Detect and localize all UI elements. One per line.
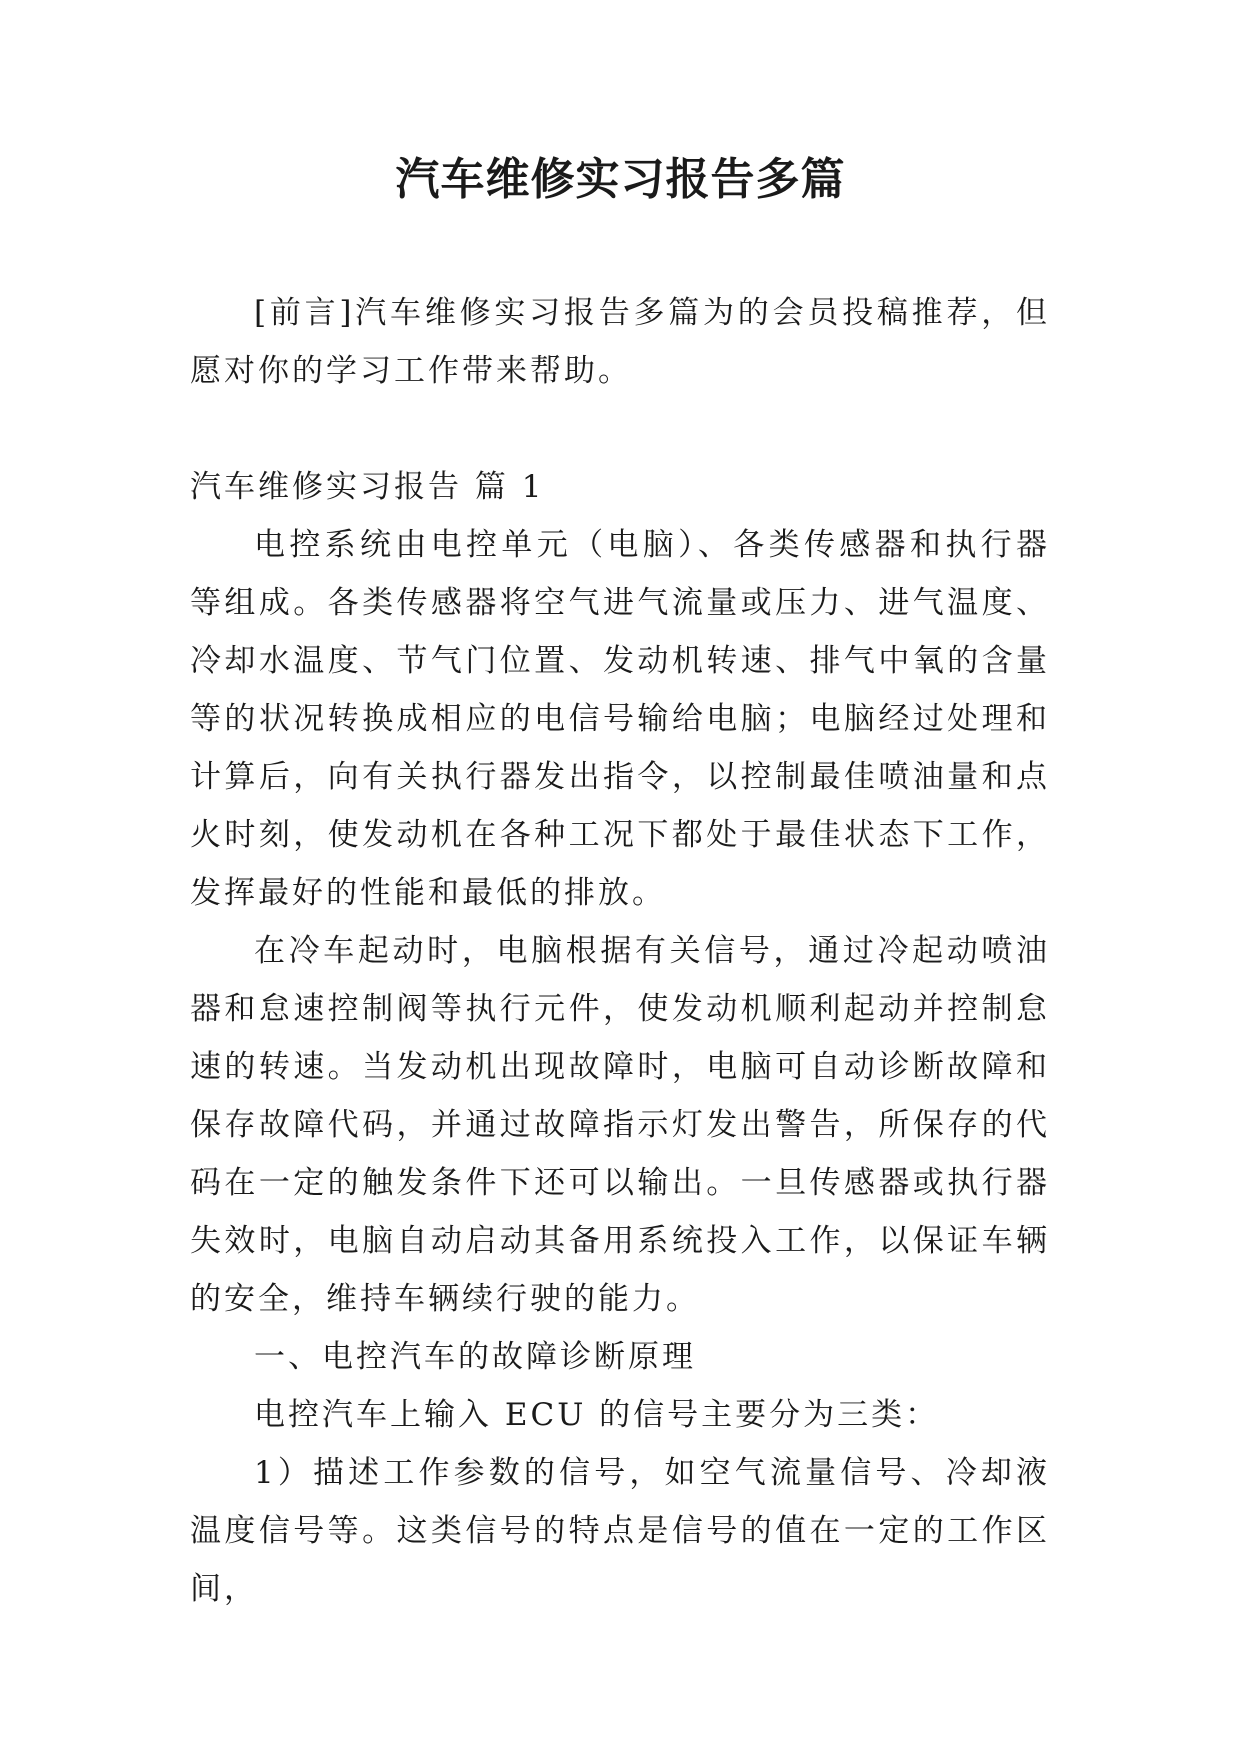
document-body <box>190 284 1050 1618</box>
document-title: 汽车维修实习报告多篇 <box>395 154 846 205</box>
body-paragraph-3: 电控汽车上输入 ECU 的信号主要分为三类： <box>254 1397 940 1433</box>
body-paragraph-4: 1）描述工作参数的信号，如空气流量信号、冷却液温度信号等。这类信号的特点是信号的值在一定的工作区间， <box>190 1455 1050 1607</box>
preface-paragraph: [前言]汽车维修实习报告多篇为的会员投稿推荐，但愿对你的学习工作带来帮助。 <box>190 295 1050 389</box>
body-paragraph-1: 电控系统由电控单元（电脑）、各类传感器和执行器等组成。各类传感器将空气进气流量或压力、进气温度、冷却水温度、节气门位置、发动机转速、排气中氧的含量等的状况转换成相应的电信号输给电脑；电脑经过处理和计算后，向有关执行器发出指令，以控制最佳喷油量和点火时刻，使发动机在各种工况下都处于最佳状态下工作，发挥最好的性能和最低的排放。 <box>190 527 1050 911</box>
subheading-diagnosis-principle: 一、电控汽车的故障诊断原理 <box>254 1339 696 1375</box>
body-paragraph-2: 在冷车起动时，电脑根据有关信号，通过冷起动喷油器和怠速控制阀等执行元件，使发动机顺利起动并控制怠速的转速。当发动机出现故障时，电脑可自动诊断故障和保存故障代码，并通过故障指示灯发出警告，所保存的代码在一定的触发条件下还可以输出。一旦传感器或执行器失效时，电脑自动启动其备用系统投入工作，以保证车辆的安全，维持车辆续行驶的能力。 <box>190 933 1050 1317</box>
section-title: 汽车维修实习报告 篇 1 <box>190 469 545 505</box>
